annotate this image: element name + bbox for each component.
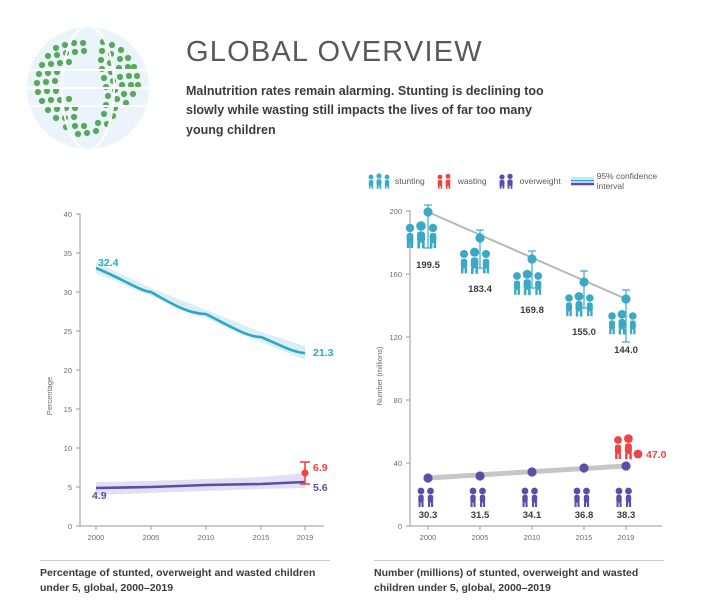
svg-text:2019: 2019 bbox=[617, 533, 635, 542]
y-tick-labels bbox=[64, 210, 80, 531]
svg-text:15: 15 bbox=[63, 405, 72, 414]
numbers-chart bbox=[366, 196, 676, 548]
overweight-start-label: 4.9 bbox=[92, 490, 107, 502]
stunting-end-label: 21.3 bbox=[313, 347, 334, 359]
stunting-label-2015: 155.0 bbox=[572, 327, 596, 338]
svg-text:40: 40 bbox=[393, 459, 402, 468]
legend-label-wasting: wasting bbox=[457, 176, 487, 186]
x-tick-labels bbox=[420, 526, 635, 542]
svg-text:25: 25 bbox=[63, 327, 72, 336]
stunting-start-label: 32.4 bbox=[98, 257, 119, 269]
y-axis-title: Percentage bbox=[45, 376, 54, 416]
svg-text:40: 40 bbox=[63, 210, 72, 219]
svg-text:2010: 2010 bbox=[197, 533, 215, 542]
svg-text:0: 0 bbox=[67, 522, 72, 531]
stunting-label-2005: 183.4 bbox=[468, 284, 492, 295]
svg-text:2019: 2019 bbox=[296, 533, 314, 542]
svg-text:2005: 2005 bbox=[142, 533, 160, 542]
overweight-label-2005: 31.5 bbox=[470, 510, 490, 521]
svg-text:5: 5 bbox=[67, 483, 72, 492]
stunting-label-2019: 144.0 bbox=[614, 345, 638, 356]
svg-text:30: 30 bbox=[63, 288, 72, 297]
svg-text:2015: 2015 bbox=[252, 533, 270, 542]
overweight-label-2010: 34.1 bbox=[522, 510, 542, 521]
percentage-chart bbox=[30, 196, 350, 548]
overweight-label-2019: 38.3 bbox=[616, 510, 636, 521]
wasting-end-label: 6.9 bbox=[313, 462, 328, 474]
page-title: GLOBAL OVERVIEW bbox=[186, 36, 483, 68]
y-axis-title: Number (millions) bbox=[375, 346, 384, 406]
legend-item-confidence-interval bbox=[571, 171, 676, 191]
overweight-end-label: 5.6 bbox=[313, 482, 328, 494]
svg-text:160: 160 bbox=[389, 270, 402, 279]
caption-divider-right bbox=[374, 560, 664, 561]
svg-text:35: 35 bbox=[63, 249, 72, 258]
legend-label-stunting: stunting bbox=[395, 176, 425, 186]
overweight-label-2015: 36.8 bbox=[574, 510, 594, 521]
confidence-band-icon bbox=[571, 176, 594, 187]
svg-text:0: 0 bbox=[397, 522, 402, 531]
legend-item-stunting bbox=[366, 173, 425, 189]
stunting-label-2010: 169.8 bbox=[520, 305, 544, 316]
legend-item-overweight bbox=[497, 173, 561, 189]
overweight-trend-line bbox=[428, 466, 626, 478]
overweight-label-2000: 30.3 bbox=[418, 510, 438, 521]
svg-text:2015: 2015 bbox=[575, 533, 593, 542]
child-figure-icon bbox=[366, 173, 392, 189]
chart-legend bbox=[366, 170, 676, 192]
legend-label-overweight: overweight bbox=[519, 176, 561, 186]
caption-divider-left bbox=[40, 560, 330, 561]
svg-text:20: 20 bbox=[63, 366, 72, 375]
stunting-label-2000: 199.5 bbox=[416, 260, 440, 271]
svg-text:2000: 2000 bbox=[87, 533, 105, 542]
child-figure-icon bbox=[435, 173, 455, 189]
svg-text:2005: 2005 bbox=[471, 533, 489, 542]
y-tick-labels bbox=[389, 207, 410, 531]
svg-text:2010: 2010 bbox=[523, 533, 541, 542]
wasting-label-2019: 47.0 bbox=[646, 449, 667, 461]
globe-icon bbox=[18, 18, 158, 158]
svg-text:2000: 2000 bbox=[419, 533, 437, 542]
child-figure-icon bbox=[497, 173, 517, 189]
wasting-marker bbox=[614, 434, 666, 461]
legend-label-confidence-interval: 95% confidence interval bbox=[596, 171, 658, 191]
svg-text:120: 120 bbox=[389, 333, 402, 342]
caption-right: Number (millions) of stunted, overweight and wasted children under 5, global, 2000–2019 bbox=[374, 567, 639, 594]
legend-item-wasting bbox=[435, 173, 487, 189]
svg-text:200: 200 bbox=[389, 207, 402, 216]
svg-text:10: 10 bbox=[63, 444, 72, 453]
stunting-ci-band bbox=[96, 262, 305, 360]
caption-left: Percentage of stunted, overweight and wasted children under 5, global, 2000–2019 bbox=[40, 567, 316, 594]
x-tick-labels bbox=[88, 526, 314, 542]
svg-text:80: 80 bbox=[393, 396, 402, 405]
page-subtitle: Malnutrition rates remain alarming. Stunting is declining too slowly while wasting still impacts the lives of far too many young children bbox=[186, 84, 544, 137]
stunting-markers bbox=[406, 205, 637, 342]
